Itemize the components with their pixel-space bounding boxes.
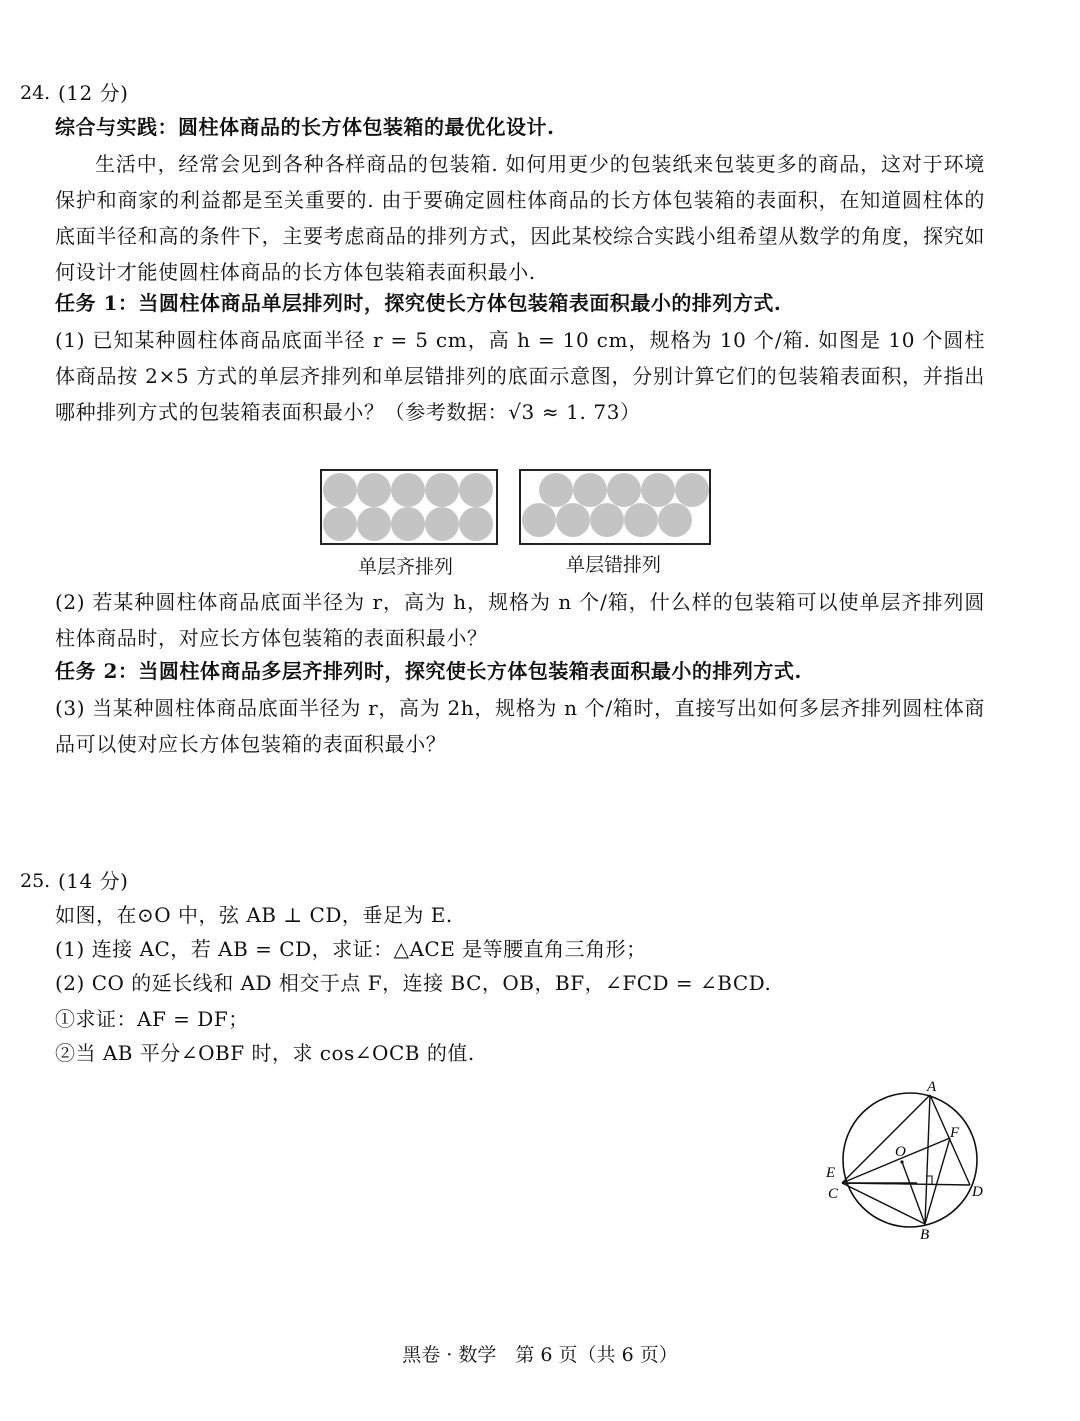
- aligned-circles: [323, 473, 493, 541]
- cylinder-base-circle: [607, 473, 641, 507]
- label-b: B: [920, 1227, 930, 1243]
- q25-line4: ①求证：AF = DF；: [55, 1007, 249, 1031]
- cylinder-base-circle: [522, 503, 556, 537]
- cylinder-base-circle: [556, 503, 590, 537]
- cylinder-base-circle: [459, 507, 493, 541]
- center-point-o: [900, 1160, 903, 1163]
- cylinder-base-circle: [658, 503, 692, 537]
- q24-p1-text: (1) 已知某种圆柱体商品底面半径 r = 5 cm，高 h = 10 cm，规格为 10 个/箱. 如图是 10 个圆柱体商品按 2×5 方式的单层齐排列和单层错排列的底面示意图，分别计算它们的包装箱表面积，并指出哪种排列方式的包装箱表面积最小？（参考数据：√3 ≈ 1. 73）: [55, 328, 985, 424]
- q24-p3: [55, 690, 985, 762]
- label-a: A: [927, 1079, 937, 1095]
- q24-title: 综合与实践：圆柱体商品的长方体包装箱的最优化设计.: [55, 115, 555, 139]
- cylinder-base-circle: [459, 473, 493, 507]
- cylinder-base-circle: [590, 503, 624, 537]
- cylinder-base-circle: [323, 507, 357, 541]
- cylinder-base-circle: [323, 473, 357, 507]
- cylinder-base-circle: [391, 473, 425, 507]
- label-f: F: [950, 1125, 960, 1141]
- q24-task1: 任务 1：当圆柱体商品单层排列时，探究使长方体包装箱表面积最小的排列方式.: [55, 291, 782, 315]
- cylinder-base-circle: [425, 507, 459, 541]
- label-d: D: [972, 1184, 983, 1200]
- q24-intro-text: 生活中，经常会见到各种各样商品的包装箱. 如何用更少的包装纸来包装更多的商品，这对于环境保护和商家的利益都是至关重要的. 由于要确定圆柱体商品的长方体包装箱的表面积，在知道圆柱体的底面半径和高的条件下，主要考虑商品的排列方式，因此某校综合实践小组希望从数学的角度，探究如何设计才能使圆柱体商品的长方体包装箱表面积最小.: [55, 152, 985, 284]
- cylinder-base-circle: [425, 473, 459, 507]
- segment-ac: [842, 1095, 930, 1183]
- cylinder-base-circle: [357, 473, 391, 507]
- circle-geometry-figure: [820, 1070, 1000, 1250]
- q24-score: (12 分): [58, 81, 129, 105]
- staggered-circles: [522, 473, 709, 537]
- cylinder-base-circle: [357, 507, 391, 541]
- cylinder-base-circle: [391, 507, 425, 541]
- arrangement-figure: [318, 466, 718, 550]
- q24-p2: [55, 584, 985, 656]
- label-e: E: [826, 1165, 836, 1181]
- cylinder-base-circle: [641, 473, 675, 507]
- q24-p2-text: (2) 若某种圆柱体商品底面半径为 r，高为 h，规格为 n 个/箱，什么样的包装箱可以使单层齐排列圆柱体商品时，对应长方体包装箱的表面积最小？: [55, 590, 985, 650]
- q25-line2: (1) 连接 AC，若 AB = CD，求证：△ACE 是等腰直角三角形；: [55, 937, 647, 961]
- cylinder-base-circle: [573, 473, 607, 507]
- q24-task2: 任务 2：当圆柱体商品多层齐排列时，探究使长方体包装箱表面积最小的排列方式.: [55, 659, 802, 683]
- cylinder-base-circle: [539, 473, 573, 507]
- q24-intro: [55, 146, 985, 290]
- q25-score: (14 分): [58, 869, 129, 893]
- cylinder-base-circle: [624, 503, 658, 537]
- circle-o: [843, 1093, 977, 1227]
- fig-label-staggered: 单层错排列: [566, 554, 662, 576]
- page-footer: 黑卷 · 数学 第 6 页（共 6 页）: [402, 1344, 678, 1366]
- cylinder-base-circle: [675, 473, 709, 507]
- chord-ab: [925, 1095, 930, 1224]
- q24-p3-text: (3) 当某种圆柱体商品底面半径为 r，高为 2h，规格为 n 个/箱时，直接写出如何多层齐排列圆柱体商品可以使对应长方体包装箱的表面积最小？: [55, 696, 985, 756]
- q25-line1: 如图，在⊙O 中，弦 AB ⊥ CD，垂足为 E.: [55, 903, 453, 927]
- q25-line3: (2) CO 的延长线和 AD 相交于点 F，连接 BC，OB，BF，∠FCD = ∠BCD.: [55, 971, 772, 995]
- q24-p1: [55, 322, 985, 430]
- q25-number: 25.: [20, 870, 51, 892]
- q24-number: 24.: [20, 82, 51, 104]
- label-o: O: [895, 1144, 906, 1160]
- fig-label-aligned: 单层齐排列: [358, 556, 454, 578]
- segment-bf: [925, 1138, 950, 1224]
- q25-line5: ②当 AB 平分∠OBF 时，求 cos∠OCB 的值.: [55, 1041, 475, 1065]
- label-c: C: [828, 1186, 839, 1202]
